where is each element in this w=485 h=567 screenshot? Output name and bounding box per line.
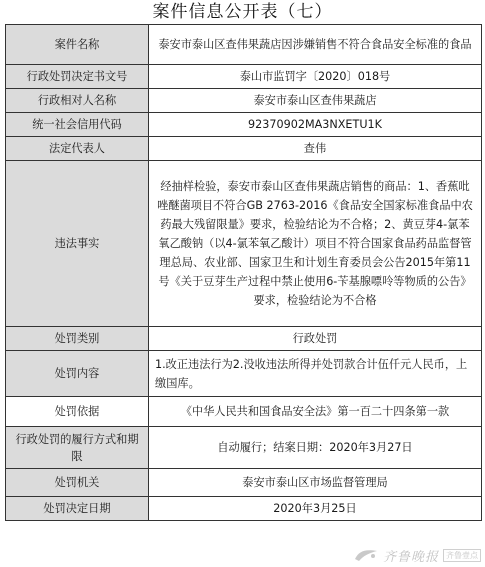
row-value-penalty-basis: 《中华人民共和国食品安全法》第一百二十四条第一款 xyxy=(149,397,482,427)
table-row xyxy=(6,427,482,469)
row-value-credit-code: 92370902MA3NXETU1K xyxy=(149,113,482,137)
row-value-penalty-authority: 泰安市泰山区市场监督管理局 xyxy=(149,469,482,497)
table-row xyxy=(6,65,482,89)
row-value-penalty-content: 1.改正违法行为2.没收违法所得并处罚款合计伍仟元人民币，上缴国库。 xyxy=(149,351,482,397)
row-label-decision-date: 处罚决定日期 xyxy=(6,497,149,521)
table-row xyxy=(6,161,482,327)
row-value-legal-representative: 查伟 xyxy=(149,137,482,161)
row-value-decision-date: 2020年3月25日 xyxy=(149,497,482,521)
table-row xyxy=(6,89,482,113)
row-label-penalty-authority: 处罚机关 xyxy=(6,469,149,497)
row-value-penalty-category: 行政处罚 xyxy=(149,327,482,351)
watermark-box-text: 齐鲁壹点 xyxy=(443,549,481,562)
row-label-legal-representative: 法定代表人 xyxy=(6,137,149,161)
table-row xyxy=(6,113,482,137)
row-label-decision-number: 行政处罚决定书文号 xyxy=(6,65,149,89)
row-label-execution-method: 行政处罚的履行方式和期限 xyxy=(6,427,149,469)
document-title: 案件信息公开表（七） xyxy=(152,2,333,22)
row-label-penalty-basis: 处罚依据 xyxy=(6,397,149,427)
row-label-case-name: 案件名称 xyxy=(6,25,149,65)
case-info-table xyxy=(5,24,482,521)
row-label-violation-facts: 违法事实 xyxy=(6,161,149,327)
table-row xyxy=(6,25,482,65)
row-value-violation-facts: 经抽样检验，泰安市泰山区查伟果蔬店销售的商品：1、香蕉吡唑醚菌项目不符合GB 2763-2016《食品安全国家标准食品中农药最大残留限量》要求，检验结论为不合格；2、黄豆芽4-氯苯氧乙酸钠（以4-氯苯氧乙酸计）项目不符合国家食品药品监督管理总局、农业部、国家卫生和计划生育委员会公告2015年第11号《关于豆芽生产过程中禁止使用6-苄基腺嘌呤等物质的公告》要求，检验结论为不合格 xyxy=(149,161,482,327)
newspaper-watermark xyxy=(353,545,481,565)
table-row xyxy=(6,469,482,497)
row-value-execution-method: 自动履行；结案日期：2020年3月27日 xyxy=(149,427,482,469)
newspaper-logo-icon xyxy=(353,547,379,563)
row-label-penalty-category: 处罚类别 xyxy=(6,327,149,351)
table-row xyxy=(6,497,482,521)
row-value-case-name: 泰安市泰山区查伟果蔬店因涉嫌销售不符合食品安全标准的食品 xyxy=(149,25,482,65)
row-value-party-name: 泰安市泰山区查伟果蔬店 xyxy=(149,89,482,113)
row-value-decision-number: 泰山市监罚字〔2020〕018号 xyxy=(149,65,482,89)
table-row xyxy=(6,327,482,351)
row-label-credit-code: 统一社会信用代码 xyxy=(6,113,149,137)
table-row xyxy=(6,397,482,427)
row-label-penalty-content: 处罚内容 xyxy=(6,351,149,397)
table-row xyxy=(6,351,482,397)
row-label-party-name: 行政相对人名称 xyxy=(6,89,149,113)
watermark-text: 齐鲁晚报 xyxy=(382,549,439,565)
table-row xyxy=(6,137,482,161)
